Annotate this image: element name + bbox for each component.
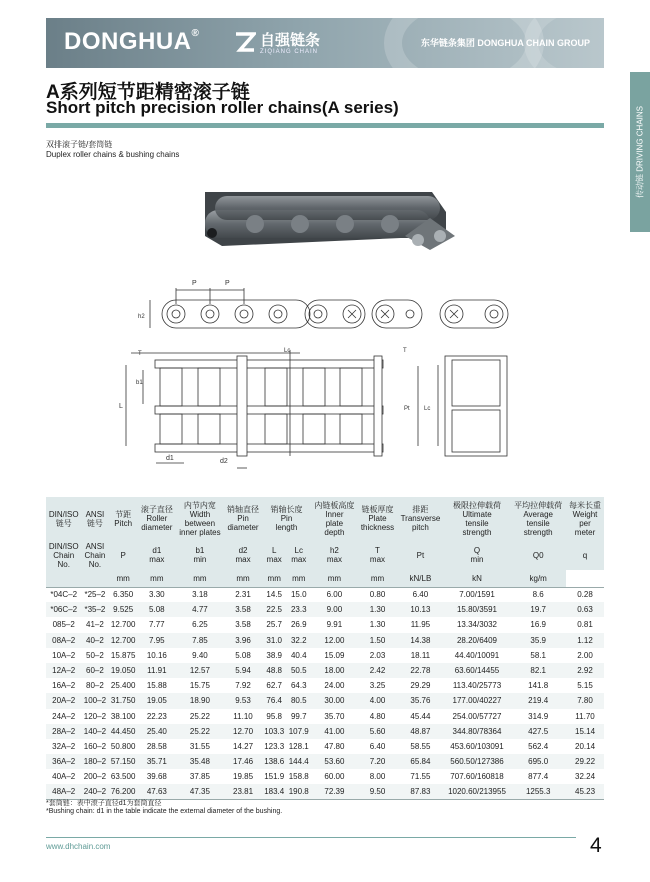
- symbol-cell: Pt: [397, 540, 443, 570]
- dim-t-end: T: [403, 348, 407, 354]
- table-cell: 22.5: [262, 602, 287, 617]
- symbol-cell: Lc max: [286, 540, 311, 570]
- table-cell: 4.80: [358, 709, 397, 724]
- group-name: 东华链条集团 DONGHUA CHAIN GROUP: [420, 38, 590, 48]
- table-cell: 47.63: [138, 784, 176, 799]
- symbol-cell: L max: [262, 540, 287, 570]
- dim-p-1: P: [192, 280, 197, 287]
- symbol-cell: b1 min: [176, 540, 224, 570]
- unit-cell: kN/LB: [397, 570, 443, 587]
- table-cell: 23.81: [224, 784, 262, 799]
- table-cell: 12.00: [311, 633, 358, 648]
- table-row: [46, 724, 604, 739]
- subtitle-en: Duplex roller chains & bushing chains: [46, 150, 180, 159]
- unit-cell: mm: [224, 570, 262, 587]
- table-row: [46, 678, 604, 693]
- table-row: [46, 602, 604, 617]
- table-cell: 562.4: [510, 739, 566, 754]
- table-cell: 12.57: [176, 663, 224, 678]
- table-cell: 11.70: [566, 709, 604, 724]
- table-cell: 45.23: [566, 784, 604, 799]
- table-cell: 16.9: [510, 617, 566, 632]
- table-cell: 20A–2: [46, 693, 81, 708]
- unit-cell: kN: [444, 570, 511, 587]
- dim-p-2: P: [225, 280, 230, 287]
- table-cell: 35.9: [510, 633, 566, 648]
- table-cell: 8.6: [510, 587, 566, 602]
- table-cell: 32A–2: [46, 739, 81, 754]
- table-cell: 9.53: [224, 693, 262, 708]
- table-cell: 25.400: [108, 678, 137, 693]
- table-cell: 15.80/3591: [444, 602, 511, 617]
- table-cell: 17.46: [224, 754, 262, 769]
- table-cell: 25.22: [176, 709, 224, 724]
- table-cell: 19.050: [108, 663, 137, 678]
- table-cell: 57.150: [108, 754, 137, 769]
- table-cell: 9.00: [311, 602, 358, 617]
- footnote-cn: *套筒链：表中滚子直径d1为套筒直径: [46, 800, 162, 807]
- table-cell: 6.00: [311, 587, 358, 602]
- table-cell: 1.30: [358, 617, 397, 632]
- table-cell: 5.94: [224, 663, 262, 678]
- table-cell: 87.83: [397, 784, 443, 799]
- footer-rule: [46, 837, 576, 838]
- table-row: [46, 709, 604, 724]
- table-cell: 560.50/127386: [444, 754, 511, 769]
- table-cell: 7.95: [138, 633, 176, 648]
- table-cell: 64.3: [286, 678, 311, 693]
- table-cell: 38.100: [108, 709, 137, 724]
- table-cell: 427.5: [510, 724, 566, 739]
- table-cell: 58.1: [510, 648, 566, 663]
- table-cell: 47.35: [176, 784, 224, 799]
- dim-d2: d2: [220, 458, 228, 465]
- table-cell: 144.4: [286, 754, 311, 769]
- table-cell: 200–2: [81, 769, 108, 784]
- table-row: [46, 754, 604, 769]
- table-cell: 2.31: [224, 587, 262, 602]
- table-cell: 6.350: [108, 587, 137, 602]
- table-cell: 25.7: [262, 617, 287, 632]
- table-cell: 15.14: [566, 724, 604, 739]
- table-cell: 63.60/14455: [444, 663, 511, 678]
- table-cell: 38.9: [262, 648, 287, 663]
- table-cell: 28.58: [138, 739, 176, 754]
- table-cell: 35.76: [397, 693, 443, 708]
- table-cell: 14.38: [397, 633, 443, 648]
- table-cell: 82.1: [510, 663, 566, 678]
- brand-logo-text: DONGHUA®: [64, 28, 200, 55]
- table-cell: 60–2: [81, 663, 108, 678]
- table-cell: 180–2: [81, 754, 108, 769]
- table-cell: 50–2: [81, 648, 108, 663]
- top-view: [126, 350, 507, 468]
- table-cell: 9.91: [311, 617, 358, 632]
- table-cell: 18.00: [311, 663, 358, 678]
- table-cell: 15.875: [108, 648, 137, 663]
- table-cell: 37.85: [176, 769, 224, 784]
- table-cell: 45.44: [397, 709, 443, 724]
- unit-cell: mm: [311, 570, 358, 587]
- table-cell: 14.5: [262, 587, 287, 602]
- table-cell: 28.20/6409: [444, 633, 511, 648]
- table-cell: 18.11: [397, 648, 443, 663]
- table-cell: 48A–2: [46, 784, 81, 799]
- table-cell: 177.00/40227: [444, 693, 511, 708]
- table-cell: 15.09: [311, 648, 358, 663]
- table-row: [46, 648, 604, 663]
- table-cell: 80–2: [81, 678, 108, 693]
- table-cell: 40.4: [286, 648, 311, 663]
- table-cell: 24.00: [311, 678, 358, 693]
- table-symbol-row: [46, 540, 604, 570]
- table-cell: 39.68: [138, 769, 176, 784]
- table-cell: 60.00: [311, 769, 358, 784]
- table-cell: 141.8: [510, 678, 566, 693]
- table-cell: 14.27: [224, 739, 262, 754]
- title-underline: [46, 123, 604, 128]
- table-cell: 695.0: [510, 754, 566, 769]
- table-cell: 7.77: [138, 617, 176, 632]
- table-cell: 0.81: [566, 617, 604, 632]
- side-tab-label: 传动链 DRIVING CHAINS: [635, 105, 645, 199]
- table-cell: 3.58: [224, 617, 262, 632]
- symbol-cell: ANSI Chain No.: [81, 540, 108, 570]
- table-cell: 12A–2: [46, 663, 81, 678]
- table-cell: 2.42: [358, 663, 397, 678]
- table-cell: *25–2: [81, 587, 108, 602]
- table-cell: 10.16: [138, 648, 176, 663]
- table-cell: 11.10: [224, 709, 262, 724]
- table-cell: 3.18: [176, 587, 224, 602]
- table-cell: 48.87: [397, 724, 443, 739]
- table-cell: 10A–2: [46, 648, 81, 663]
- table-cell: 30.00: [311, 693, 358, 708]
- header-cell: ANSI 链号: [81, 497, 108, 540]
- table-cell: 15.75: [176, 678, 224, 693]
- table-row: [46, 587, 604, 602]
- table-cell: 35.71: [138, 754, 176, 769]
- table-cell: 25.22: [176, 724, 224, 739]
- symbol-cell: d1 max: [138, 540, 176, 570]
- table-cell: 9.50: [358, 784, 397, 799]
- side-view: [150, 288, 508, 328]
- table-cell: 2.03: [358, 648, 397, 663]
- header-cell: 节距 Pitch: [108, 497, 137, 540]
- table-cell: 2.92: [566, 663, 604, 678]
- table-cell: 219.4: [510, 693, 566, 708]
- header-cell: 每米长重 Weight per meter: [566, 497, 604, 540]
- page-title-en: Short pitch precision roller chains(A series): [46, 98, 399, 117]
- table-cell: *35–2: [81, 602, 108, 617]
- page-title-cn: A系列短节距精密滚子链: [46, 82, 250, 103]
- header-cell: 内节内宽 Width between inner plates: [176, 497, 224, 540]
- table-cell: 53.60: [311, 754, 358, 769]
- table-cell: 47.80: [311, 739, 358, 754]
- table-cell: 29.29: [397, 678, 443, 693]
- symbol-cell: T max: [358, 540, 397, 570]
- table-cell: 151.9: [262, 769, 287, 784]
- table-cell: 0.63: [566, 602, 604, 617]
- side-tab: [630, 72, 650, 232]
- table-row: [46, 617, 604, 632]
- table-cell: 7.20: [358, 754, 397, 769]
- table-cell: 26.9: [286, 617, 311, 632]
- table-cell: 80.5: [286, 693, 311, 708]
- table-cell: 453.60/103091: [444, 739, 511, 754]
- table-cell: 254.00/57727: [444, 709, 511, 724]
- table-cell: 190.8: [286, 784, 311, 799]
- table-cell: 9.525: [108, 602, 137, 617]
- unit-cell: mm: [108, 570, 137, 587]
- symbol-cell: h2 max: [311, 540, 358, 570]
- symbol-cell: Q0: [510, 540, 566, 570]
- table-cell: 24A–2: [46, 709, 81, 724]
- table-cell: 4.00: [358, 693, 397, 708]
- table-cell: 19.05: [138, 693, 176, 708]
- dim-t: T: [138, 351, 142, 357]
- header-cell: 滚子直径 Roller diameter: [138, 497, 176, 540]
- table-cell: 16A–2: [46, 678, 81, 693]
- symbol-cell: P: [108, 540, 137, 570]
- table-cell: 32.24: [566, 769, 604, 784]
- dim-h2: h2: [138, 314, 145, 320]
- table-cell: 707.60/160818: [444, 769, 511, 784]
- page-number: 4: [590, 834, 602, 857]
- table-cell: 99.7: [286, 709, 311, 724]
- unit-cell: mm: [358, 570, 397, 587]
- table-header-row: [46, 497, 604, 540]
- table-cell: 7.92: [224, 678, 262, 693]
- table-cell: 29.22: [566, 754, 604, 769]
- table-cell: 0.28: [566, 587, 604, 602]
- table-cell: 76.200: [108, 784, 137, 799]
- symbol-cell: DIN/ISO Chain No.: [46, 540, 81, 570]
- ziqiang-logo-icon: [234, 31, 256, 53]
- table-cell: 085–2: [46, 617, 81, 632]
- table-cell: 5.08: [138, 602, 176, 617]
- table-cell: 08A–2: [46, 633, 81, 648]
- table-unit-row: [46, 570, 604, 587]
- table-cell: 31.0: [262, 633, 287, 648]
- table-cell: 10.13: [397, 602, 443, 617]
- table-cell: 19.85: [224, 769, 262, 784]
- table-cell: *04C–2: [46, 587, 81, 602]
- header-cell: 销轴长度 Pin length: [262, 497, 311, 540]
- table-cell: 19.7: [510, 602, 566, 617]
- header-cell: 内链板高度 Inner plate depth: [311, 497, 358, 540]
- table-cell: 0.80: [358, 587, 397, 602]
- header-cell: 极限拉伸载荷 Ultimate tensile strength: [444, 497, 511, 540]
- table-cell: 3.30: [138, 587, 176, 602]
- table-cell: 35.70: [311, 709, 358, 724]
- table-cell: 35.48: [176, 754, 224, 769]
- table-cell: 314.9: [510, 709, 566, 724]
- table-cell: 12.700: [108, 633, 137, 648]
- dim-pt: Pt: [404, 406, 410, 412]
- table-cell: 6.40: [358, 739, 397, 754]
- table-cell: 72.39: [311, 784, 358, 799]
- spec-table: [46, 497, 604, 800]
- header-cell: 排距 Transverse pitch: [397, 497, 443, 540]
- table-cell: 20.14: [566, 739, 604, 754]
- table-cell: 23.3: [286, 602, 311, 617]
- table-cell: 65.84: [397, 754, 443, 769]
- table-cell: 1.12: [566, 633, 604, 648]
- table-row: [46, 769, 604, 784]
- header-cell: 销轴直径 Pin diameter: [224, 497, 262, 540]
- table-cell: 28A–2: [46, 724, 81, 739]
- dim-b1: b1: [136, 380, 143, 386]
- table-cell: 100–2: [81, 693, 108, 708]
- table-cell: *06C–2: [46, 602, 81, 617]
- table-cell: 31.750: [108, 693, 137, 708]
- table-cell: 1020.60/213955: [444, 784, 511, 799]
- table-cell: 107.9: [286, 724, 311, 739]
- table-cell: 41.00: [311, 724, 358, 739]
- unit-cell: mm: [286, 570, 311, 587]
- dim-d1: d1: [166, 455, 174, 462]
- table-cell: 5.08: [224, 648, 262, 663]
- table-cell: 15.88: [138, 678, 176, 693]
- header-cell: DIN/ISO 链号: [46, 497, 81, 540]
- table-cell: 12.700: [108, 617, 137, 632]
- table-cell: 50.800: [108, 739, 137, 754]
- table-cell: 6.40: [397, 587, 443, 602]
- table-cell: 120–2: [81, 709, 108, 724]
- table-cell: 138.6: [262, 754, 287, 769]
- table-cell: 3.25: [358, 678, 397, 693]
- table-cell: 62.7: [262, 678, 287, 693]
- table-cell: 58.55: [397, 739, 443, 754]
- table-cell: 6.25: [176, 617, 224, 632]
- table-cell: 40A–2: [46, 769, 81, 784]
- table-cell: 63.500: [108, 769, 137, 784]
- website-link[interactable]: www.dhchain.com: [46, 842, 111, 851]
- symbol-cell: Q min: [444, 540, 511, 570]
- table-row: [46, 633, 604, 648]
- symbol-cell: q: [566, 540, 604, 570]
- brand-pinyin: ZIQIANG CHAIN: [260, 49, 319, 55]
- table-cell: 113.40/25773: [444, 678, 511, 693]
- table-cell: 3.96: [224, 633, 262, 648]
- table-cell: 36A–2: [46, 754, 81, 769]
- dim-lc-end: Lc: [424, 406, 431, 412]
- table-cell: 9.40: [176, 648, 224, 663]
- table-cell: 877.4: [510, 769, 566, 784]
- table-cell: 160–2: [81, 739, 108, 754]
- brand-cn: 自强链条: [260, 32, 321, 49]
- unit-cell: [81, 570, 108, 587]
- symbol-cell: d2 max: [224, 540, 262, 570]
- table-row: [46, 663, 604, 678]
- table-cell: 50.5: [286, 663, 311, 678]
- table-cell: 76.4: [262, 693, 287, 708]
- table-cell: 7.80: [566, 693, 604, 708]
- table-cell: 11.95: [397, 617, 443, 632]
- table-cell: 1255.3: [510, 784, 566, 799]
- header-banner: [46, 18, 604, 68]
- footnote-en: *Bushing chain: d1 in the table indicate the external diameter of the bushing.: [46, 808, 283, 815]
- table-cell: 128.1: [286, 739, 311, 754]
- table-cell: 1.50: [358, 633, 397, 648]
- subtitle-cn: 双排滚子链/套筒链: [46, 140, 113, 149]
- table-cell: 22.78: [397, 663, 443, 678]
- table-cell: 4.77: [176, 602, 224, 617]
- unit-cell: mm: [176, 570, 224, 587]
- table-cell: 123.3: [262, 739, 287, 754]
- table-cell: 12.70: [224, 724, 262, 739]
- table-cell: 44.450: [108, 724, 137, 739]
- header-cell: 链板厚度 Plate thickness: [358, 497, 397, 540]
- table-cell: 240–2: [81, 784, 108, 799]
- table-cell: 41–2: [81, 617, 108, 632]
- table-cell: 103.3: [262, 724, 287, 739]
- table-cell: 13.34/3032: [444, 617, 511, 632]
- table-row: [46, 693, 604, 708]
- table-cell: 2.00: [566, 648, 604, 663]
- table-cell: 11.91: [138, 663, 176, 678]
- chain-photo: [205, 192, 455, 250]
- unit-cell: mm: [138, 570, 176, 587]
- table-cell: 25.40: [138, 724, 176, 739]
- table-cell: 3.58: [224, 602, 262, 617]
- header-cell: 平均拉伸载荷 Average tensile strength: [510, 497, 566, 540]
- table-body: [46, 587, 604, 800]
- dim-l: L: [119, 403, 123, 410]
- unit-cell: [46, 570, 81, 587]
- table-cell: 158.8: [286, 769, 311, 784]
- table-cell: 95.8: [262, 709, 287, 724]
- table-cell: 32.2: [286, 633, 311, 648]
- unit-cell: mm: [262, 570, 287, 587]
- table-cell: 22.23: [138, 709, 176, 724]
- table-cell: 5.60: [358, 724, 397, 739]
- table-cell: 344.80/78364: [444, 724, 511, 739]
- table-cell: 18.90: [176, 693, 224, 708]
- table-row: [46, 739, 604, 754]
- table-cell: 140–2: [81, 724, 108, 739]
- table-cell: 48.8: [262, 663, 287, 678]
- table-cell: 15.0: [286, 587, 311, 602]
- table-cell: 40–2: [81, 633, 108, 648]
- table-cell: 44.40/10091: [444, 648, 511, 663]
- table-cell: 7.85: [176, 633, 224, 648]
- table-cell: 71.55: [397, 769, 443, 784]
- unit-cell: kg/m: [510, 570, 566, 587]
- table-cell: 5.15: [566, 678, 604, 693]
- dim-lc: Lc: [284, 348, 291, 354]
- table-cell: 7.00/1591: [444, 587, 511, 602]
- table-cell: 8.00: [358, 769, 397, 784]
- table-cell: 31.55: [176, 739, 224, 754]
- table-cell: 183.4: [262, 784, 287, 799]
- table-cell: 1.30: [358, 602, 397, 617]
